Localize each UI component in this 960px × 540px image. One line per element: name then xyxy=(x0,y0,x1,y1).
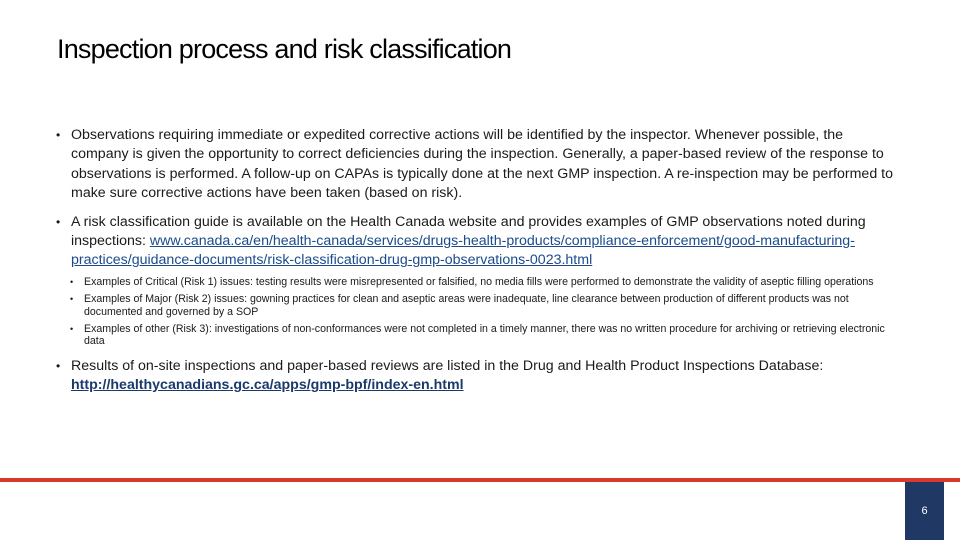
sub-bullet-risk-2 xyxy=(56,293,896,318)
bullet-text: Observations requiring immediate or expedited corrective actions will be identified by the inspector. Whenever possible, the company is given the opportunity to correct deficiencies during the inspection. Generally, a paper-based review of the response to observations is performed. A follow-up on CAPAs is typically done at the next GMP inspection. A re-inspection may be performed to make sure corrective actions have been taken (based on risk). xyxy=(71,127,893,202)
bullet-dot-icon: • xyxy=(56,128,61,142)
sub-bullet-text: Examples of other (Risk 3): investigations of non-conformances were not completed in a timely manner, there was no written procedure for archiving or retrieving electronic data xyxy=(84,323,885,348)
risk-guide-link[interactable]: www.canada.ca/en/health-canada/services/drugs-health-products/compliance-enforcement/good-manufacturing-practices/guidance-documents/risk-classification-drug-gmp-observations-0023.html xyxy=(71,233,855,269)
page-number: 6 xyxy=(921,505,928,517)
sub-bullet-text: Examples of Critical (Risk 1) issues: testing results were misrepresented or falsified, no media fills were performed to demonstrate the validity of aseptic filling operations xyxy=(84,275,874,288)
sub-bullet-risk-3 xyxy=(56,323,896,348)
bullet-text: A risk classification guide is available on the Health Canada website and provides examples of GMP observations noted during inspections: xyxy=(71,213,866,250)
sub-bullet-dot-icon: • xyxy=(70,324,74,335)
footer-bar xyxy=(0,482,960,540)
sub-bullet-text: Examples of Major (Risk 2) issues: gowning practices for clean and aseptic areas were inadequate, line clearance between production of different products was not documented and governed by a SOP xyxy=(84,293,849,318)
bullet-dot-icon: • xyxy=(56,358,61,373)
sub-bullet-dot-icon: • xyxy=(70,294,74,305)
sub-bullet-risk-1 xyxy=(56,276,896,288)
bullet-dot-icon: • xyxy=(56,214,61,229)
bullet-database xyxy=(56,357,896,396)
database-link[interactable]: http://healthycanadians.gc.ca/apps/gmp-bpf/index-en.html xyxy=(71,377,464,394)
bullet-risk-guide xyxy=(56,213,896,271)
page-number-badge xyxy=(905,482,944,540)
sub-bullet-dot-icon: • xyxy=(70,276,74,287)
bullet-text: Results of on-site inspections and paper-based reviews are listed in the Drug and Health Product Inspections Database: xyxy=(71,357,824,374)
slide-body xyxy=(56,126,896,396)
slide-title: Inspection process and risk classification xyxy=(57,34,512,64)
bullet-corrective-actions xyxy=(56,126,896,204)
